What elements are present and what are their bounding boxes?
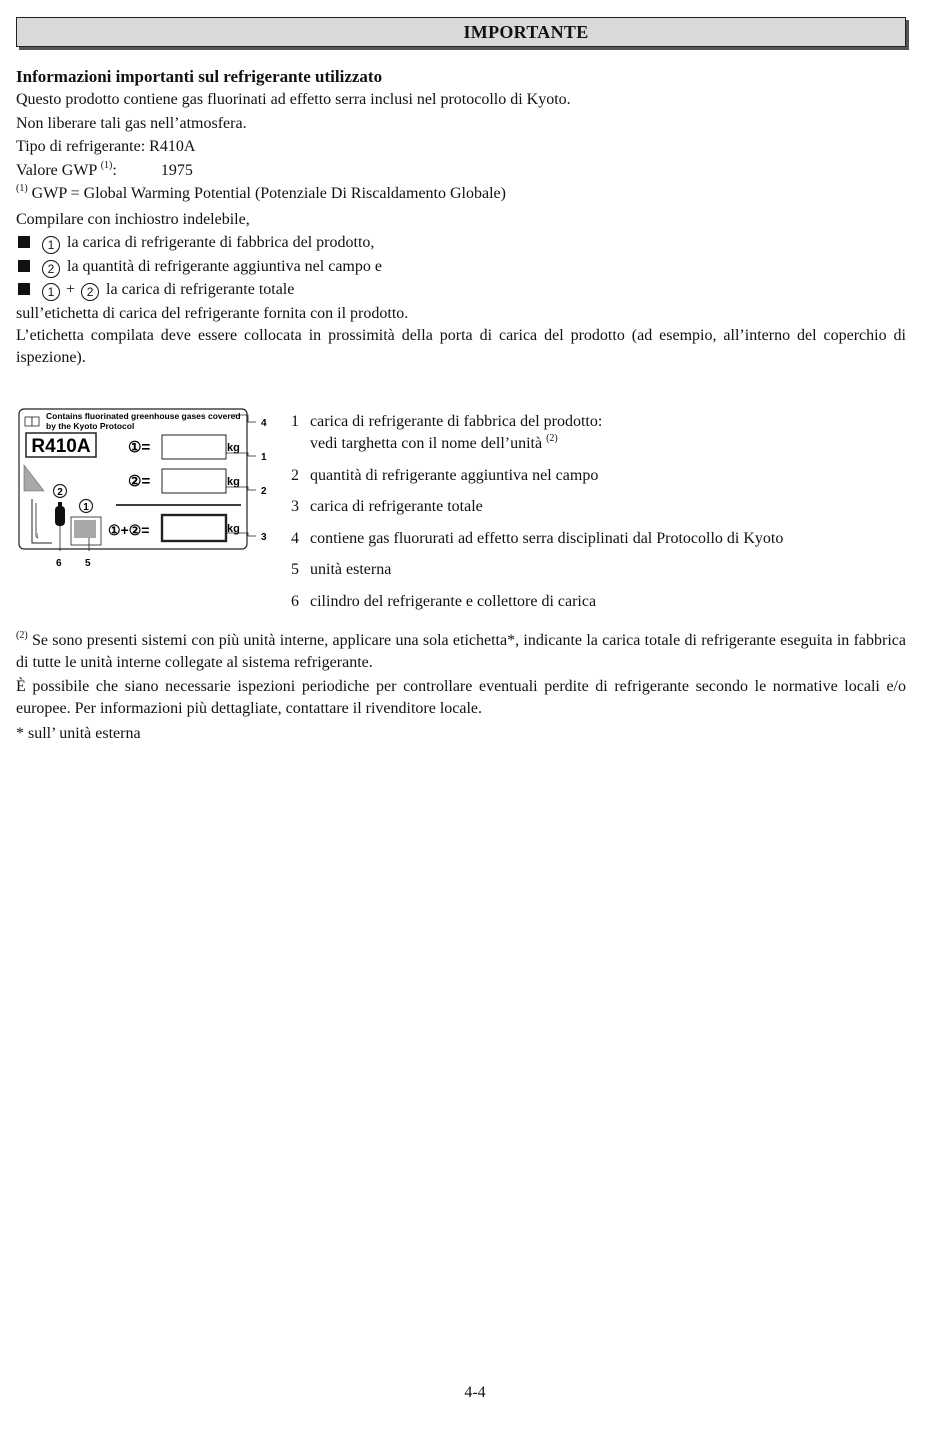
- circled-number: 2: [42, 260, 60, 278]
- callout-2: 2: [261, 486, 267, 497]
- callout-1: 1: [261, 452, 267, 463]
- refrigerant-label-diagram: [16, 407, 278, 587]
- legend-item: [291, 465, 911, 487]
- plus-sign: +: [66, 281, 76, 298]
- legend-number: 5: [291, 561, 299, 578]
- legend-item: [291, 496, 911, 518]
- label-refrigerant: R410A: [31, 436, 91, 457]
- circled-number: 1: [42, 283, 60, 301]
- label-row-1: ①=: [128, 439, 151, 456]
- label-header-line-2: by the Kyoto Protocol: [46, 421, 135, 431]
- placement-paragraph: L’etichetta compilata deve essere collocata in prossimità della porta di carica del prodotto (ad esempio, all’interno del coperchio di ispezione).: [16, 327, 906, 366]
- page-banner: [16, 17, 906, 47]
- label-unit-1: kg: [227, 442, 240, 454]
- footnote-1-text: GWP = Global Warming Potential (Potenziale Di Riscaldamento Globale): [27, 185, 506, 202]
- bullet-square-icon: [18, 260, 30, 272]
- intro-line-2: Non liberare tali gas nell’atmosfera.: [16, 114, 247, 132]
- gwp-footnote-ref: (1): [100, 159, 113, 171]
- legend-text: unità esterna: [310, 561, 392, 578]
- footnote-2-text: Se sono presenti sistemi con più unità interne, applicare una sola etichetta*, indicante la carica totale di refrigerante eseguita in fabbrica di tutte le unità interne collegate al sistema refrigerante.: [16, 632, 906, 671]
- legend-text-line-2: vedi targhetta con il nome dell’unità: [310, 435, 547, 452]
- legend-item: [291, 411, 911, 455]
- label-header-line-1: Contains fluorinated greenhouse gases covered: [46, 411, 241, 421]
- gwp-line: [16, 159, 906, 183]
- legend-item: [291, 528, 911, 550]
- legend-item: [291, 591, 911, 613]
- refrigerant-type-value: R410A: [149, 138, 196, 155]
- legend-item: [291, 559, 911, 581]
- callout-4: 4: [261, 418, 267, 429]
- refrigerant-type-label: Tipo di refrigerante:: [16, 138, 150, 155]
- gwp-colon: :: [112, 161, 117, 179]
- gwp-label: Valore GWP: [16, 161, 101, 179]
- label-row-2: ②=: [128, 473, 151, 490]
- legend-number: 6: [291, 592, 299, 610]
- legend-number: 3: [291, 498, 299, 515]
- asterisk-note: * sull’ unità esterna: [16, 725, 141, 742]
- legend-text: contiene gas fluorurati ad effetto serra disciplinati dal Protocollo di Kyoto: [310, 529, 784, 547]
- label-unit-3: kg: [227, 523, 240, 535]
- footnote-1: [16, 182, 906, 206]
- banner-title: IMPORTANTE: [463, 21, 589, 42]
- legend-text-line-1: carica di refrigerante di fabbrica del prodotto:: [310, 413, 603, 430]
- refrigerant-type: [16, 135, 906, 159]
- gwp-value: 1975: [160, 161, 193, 179]
- legend-number: 4: [291, 529, 299, 547]
- label-unit-2: kg: [227, 476, 240, 488]
- bullet-text: la carica di refrigerante totale: [106, 281, 295, 298]
- after-bullets: sull’etichetta di carica del refrigerante fornita con il prodotto.: [16, 304, 409, 322]
- callout-5: 5: [85, 558, 91, 569]
- bullet-item-3: [16, 278, 906, 302]
- page-number: 4-4: [464, 1384, 486, 1401]
- label-mark-1: 1: [83, 502, 89, 513]
- down-arrow-icon: ↓: [35, 530, 40, 540]
- label-row-3: ①+②=: [108, 522, 150, 538]
- book-icon: [25, 417, 39, 426]
- legend-text: carica di refrigerante totale: [310, 498, 483, 515]
- legend-text: quantità di refrigerante aggiuntiva nel campo: [310, 466, 599, 484]
- fill-intro: Compilare con inchiostro indelebile,: [16, 210, 250, 228]
- bullet-item-1: [16, 231, 906, 255]
- footnote-1-mark: (1): [16, 183, 28, 194]
- legend-text: cilindro del refrigerante e collettore di carica: [310, 592, 597, 610]
- bullet-square-icon: [18, 236, 30, 248]
- circled-number: 1: [42, 236, 60, 254]
- intro-line-1: Questo prodotto contiene gas fluorinati ad effetto serra inclusi nel protocollo di Kyoto.: [16, 91, 571, 108]
- bullet-text: la carica di refrigerante di fabbrica del prodotto,: [67, 234, 375, 251]
- footnote-2-mark: (2): [16, 630, 28, 641]
- bullet-item-2: [16, 255, 906, 279]
- label-figure-row: [16, 407, 906, 617]
- label-legend: [291, 411, 911, 622]
- footnote-2: [16, 630, 906, 674]
- callout-6: 6: [56, 558, 62, 569]
- inspection-paragraph: È possibile che siano necessarie ispezioni periodiche per controllare eventuali perdite di refrigerante secondo le normative locali e/o europee. Per informazioni più dettagliate, contattare il rivenditore locale.: [16, 678, 906, 717]
- bullet-text: la quantità di refrigerante aggiuntiva nel campo e: [67, 257, 382, 275]
- legend-number: 1: [291, 413, 299, 430]
- callout-3: 3: [261, 532, 267, 543]
- document-page: [16, 17, 906, 746]
- legend-number: 2: [291, 466, 299, 484]
- bullet-square-icon: [18, 283, 30, 295]
- circled-number: 2: [81, 283, 99, 301]
- legend-footnote-ref: (2): [546, 433, 558, 444]
- label-mark-2: 2: [57, 487, 63, 498]
- outdoor-unit-panel: [74, 520, 96, 538]
- section-title: Informazioni importanti sul refrigerante utilizzato: [16, 67, 383, 86]
- legend-text: [310, 411, 602, 455]
